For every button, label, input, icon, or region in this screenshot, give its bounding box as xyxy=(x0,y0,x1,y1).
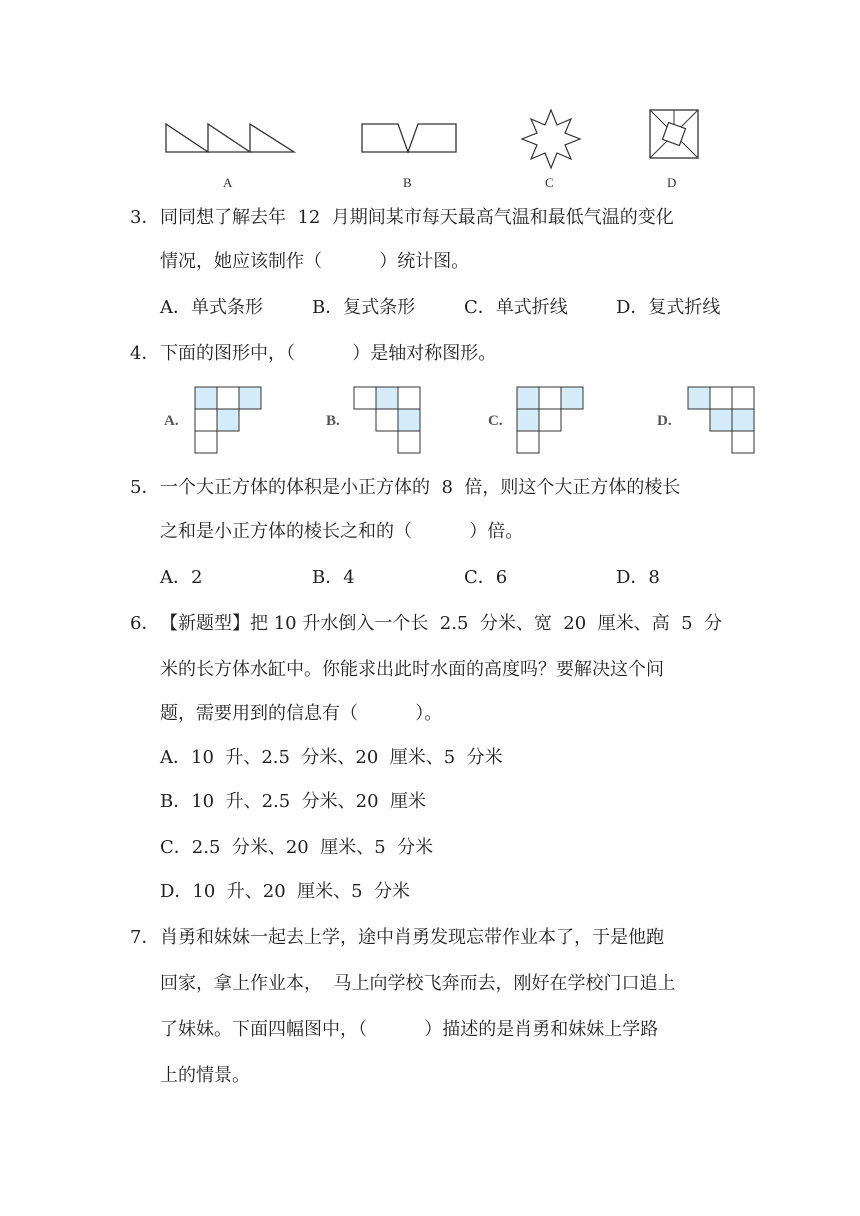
grid-option-c-label: C. xyxy=(488,413,503,429)
question-number: 4． xyxy=(130,343,160,364)
question-text-line: 情况，她应该制作（ ）统计图。 xyxy=(160,251,470,272)
question-number: 7． xyxy=(130,927,160,948)
figure-a-label: A xyxy=(223,175,233,190)
question-text-line: 一个大正方体的体积是小正方体的 8 倍，则这个大正方体的棱长 xyxy=(160,477,681,498)
question-text-line: 了妹妹。下面四幅图中，（ ）描述的是肖勇和妹妹上学路 xyxy=(160,1019,659,1040)
question-text-line: 上的情景。 xyxy=(160,1065,250,1086)
grid-option-d-label: D. xyxy=(657,413,672,429)
option-c: C．2.5 分米、20 厘米、5 分米 xyxy=(160,837,434,858)
option-b: B．4 xyxy=(312,567,355,588)
option-a: A．单式条形 xyxy=(160,297,263,318)
option-d: D．复式折线 xyxy=(616,297,721,318)
figure-b-notched-rectangle xyxy=(360,122,460,156)
question-text-line: 题，需要用到的信息有（ ）。 xyxy=(160,703,443,724)
grid-figure-b xyxy=(353,386,421,454)
option-a: A．10 升、2.5 分米、20 厘米、5 分米 xyxy=(160,747,503,768)
option-a: A．2 xyxy=(160,567,203,588)
option-b: B．复式条形 xyxy=(312,297,416,318)
option-c: C．单式折线 xyxy=(464,297,568,318)
question-number: 6． xyxy=(130,613,160,634)
grid-figure-d xyxy=(687,386,755,454)
figure-a-sawtooth xyxy=(164,120,298,156)
question-text-line: 米的长方体水缸中。你能求出此时水面的高度吗？要解决这个问 xyxy=(160,659,664,680)
question-text-line: 回家，拿上作业本， 马上向学校飞奔而去，刚好在学校门口追上 xyxy=(160,973,676,994)
question-text-line: 之和是小正方体的棱长之和的（ ）倍。 xyxy=(160,521,524,542)
option-b: B．10 升、2.5 分米、20 厘米 xyxy=(160,791,426,812)
question-text-line: 同同想了解去年 12 月期间某市每天最高气温和最低气温的变化 xyxy=(160,207,674,228)
figure-b-label: B xyxy=(403,175,412,190)
option-d: D．8 xyxy=(616,567,660,588)
figure-c-label: C xyxy=(545,175,554,190)
question-number: 3． xyxy=(130,207,160,228)
grid-figure-a xyxy=(194,386,262,454)
option-c: C．6 xyxy=(464,567,508,588)
figure-d-label: D xyxy=(667,175,677,190)
grid-option-b-label: B. xyxy=(326,413,340,429)
option-d: D．10 升、20 厘米、5 分米 xyxy=(160,881,411,902)
question-text-line: 【新题型】把 10 升水倒入一个长 2.5 分米、宽 20 厘米、高 5 分 xyxy=(160,613,722,634)
question-text-line: 肖勇和妹妹一起去上学，途中肖勇发现忘带作业本了，于是他跑 xyxy=(160,927,664,948)
grid-figure-c xyxy=(516,386,584,454)
grid-option-a-label: A. xyxy=(164,413,179,429)
question-text-line: 下面的图形中，（ ）是轴对称图形。 xyxy=(160,343,497,364)
figure-d-pinwheel-square xyxy=(648,108,700,160)
question-number: 5． xyxy=(130,477,160,498)
figure-c-star xyxy=(520,108,582,170)
